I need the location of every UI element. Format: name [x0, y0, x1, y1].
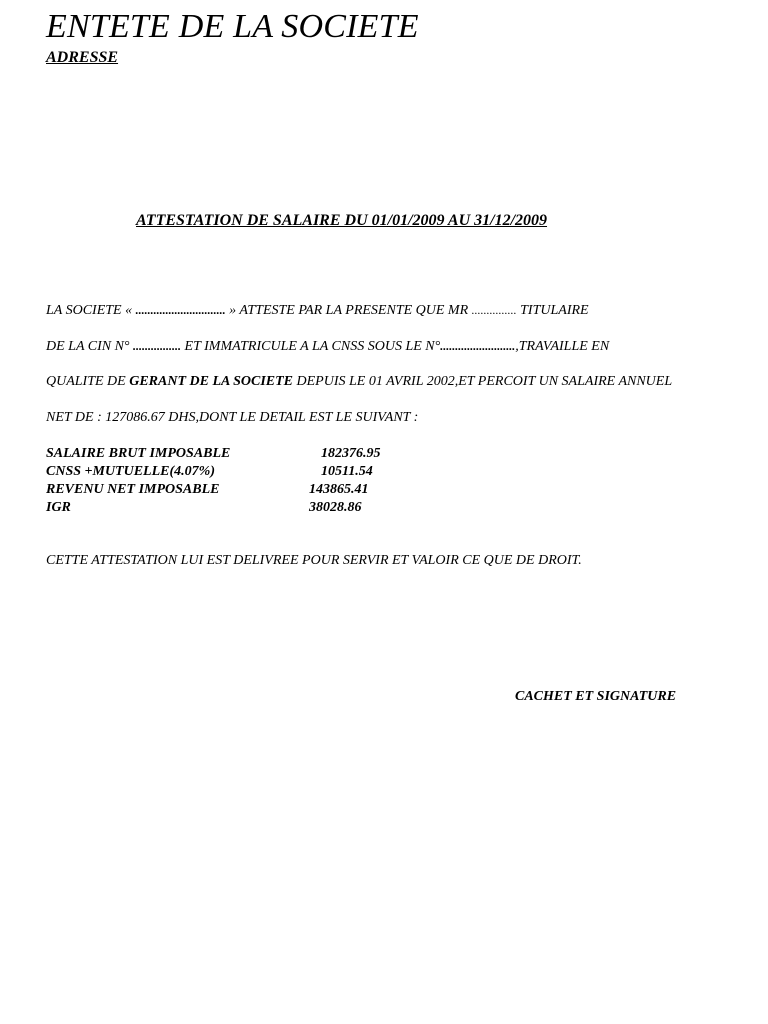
- detail-label: SALAIRE BRUT IMPOSABLE: [46, 446, 231, 461]
- closing-statement: CETTE ATTESTATION LUI EST DELIVREE POUR SERVIR ET VALOIR CE QUE DE DROIT.: [46, 553, 582, 568]
- blank-cin-number: ................: [133, 339, 182, 353]
- job-title: GERANT DE LA SOCIETE: [129, 374, 293, 389]
- blank-cnss-number: .........................: [440, 339, 516, 353]
- body-text: » ATTESTE PAR LA PRESENTE QUE MR: [225, 303, 472, 318]
- body-text: DEPUIS LE 01 AVRIL 2002,ET PERCOIT UN SALAIRE ANNUEL: [293, 374, 673, 389]
- detail-value: 10511.54: [321, 464, 373, 479]
- detail-row-gross-salary: [46, 446, 446, 464]
- blank-company-name: ..............................: [135, 303, 226, 317]
- body-text: TITULAIRE: [516, 303, 589, 318]
- detail-label: CNSS +MUTUELLE(4.07%): [46, 464, 215, 479]
- body-text: ,TRAVAILLE EN: [515, 339, 610, 354]
- signature-label: CACHET ET SIGNATURE: [515, 689, 677, 704]
- body-text: LA SOCIETE «: [46, 303, 136, 318]
- company-address: ADRESSE: [46, 49, 119, 66]
- detail-row-igr: [46, 500, 446, 518]
- body-text: ET IMMATRICULE A LA CNSS SOUS LE N°: [181, 339, 441, 354]
- blank-employee-name: ...............: [471, 303, 517, 317]
- detail-value: 143865.41: [309, 482, 369, 497]
- detail-row-cnss: [46, 464, 446, 482]
- detail-row-net-taxable: [46, 482, 446, 500]
- detail-label: REVENU NET IMPOSABLE: [46, 482, 220, 497]
- document-title: ATTESTATION DE SALAIRE DU 01/01/2009 AU 31/12/2009: [136, 212, 548, 229]
- detail-value: 182376.95: [321, 446, 381, 461]
- body-text: QUALITE DE: [46, 374, 130, 389]
- detail-label: IGR: [46, 500, 71, 515]
- body-text: DE LA CIN N°: [46, 339, 134, 354]
- detail-value: 38028.86: [309, 500, 362, 515]
- body-line-4: NET DE : 127086.67 DHS,DONT LE DETAIL EST LE SUIVANT :: [46, 410, 419, 425]
- company-header: ENTETE DE LA SOCIETE: [46, 8, 419, 45]
- body-line-3: [46, 374, 672, 390]
- body-line-1: [46, 303, 589, 319]
- body-line-2: [46, 339, 609, 355]
